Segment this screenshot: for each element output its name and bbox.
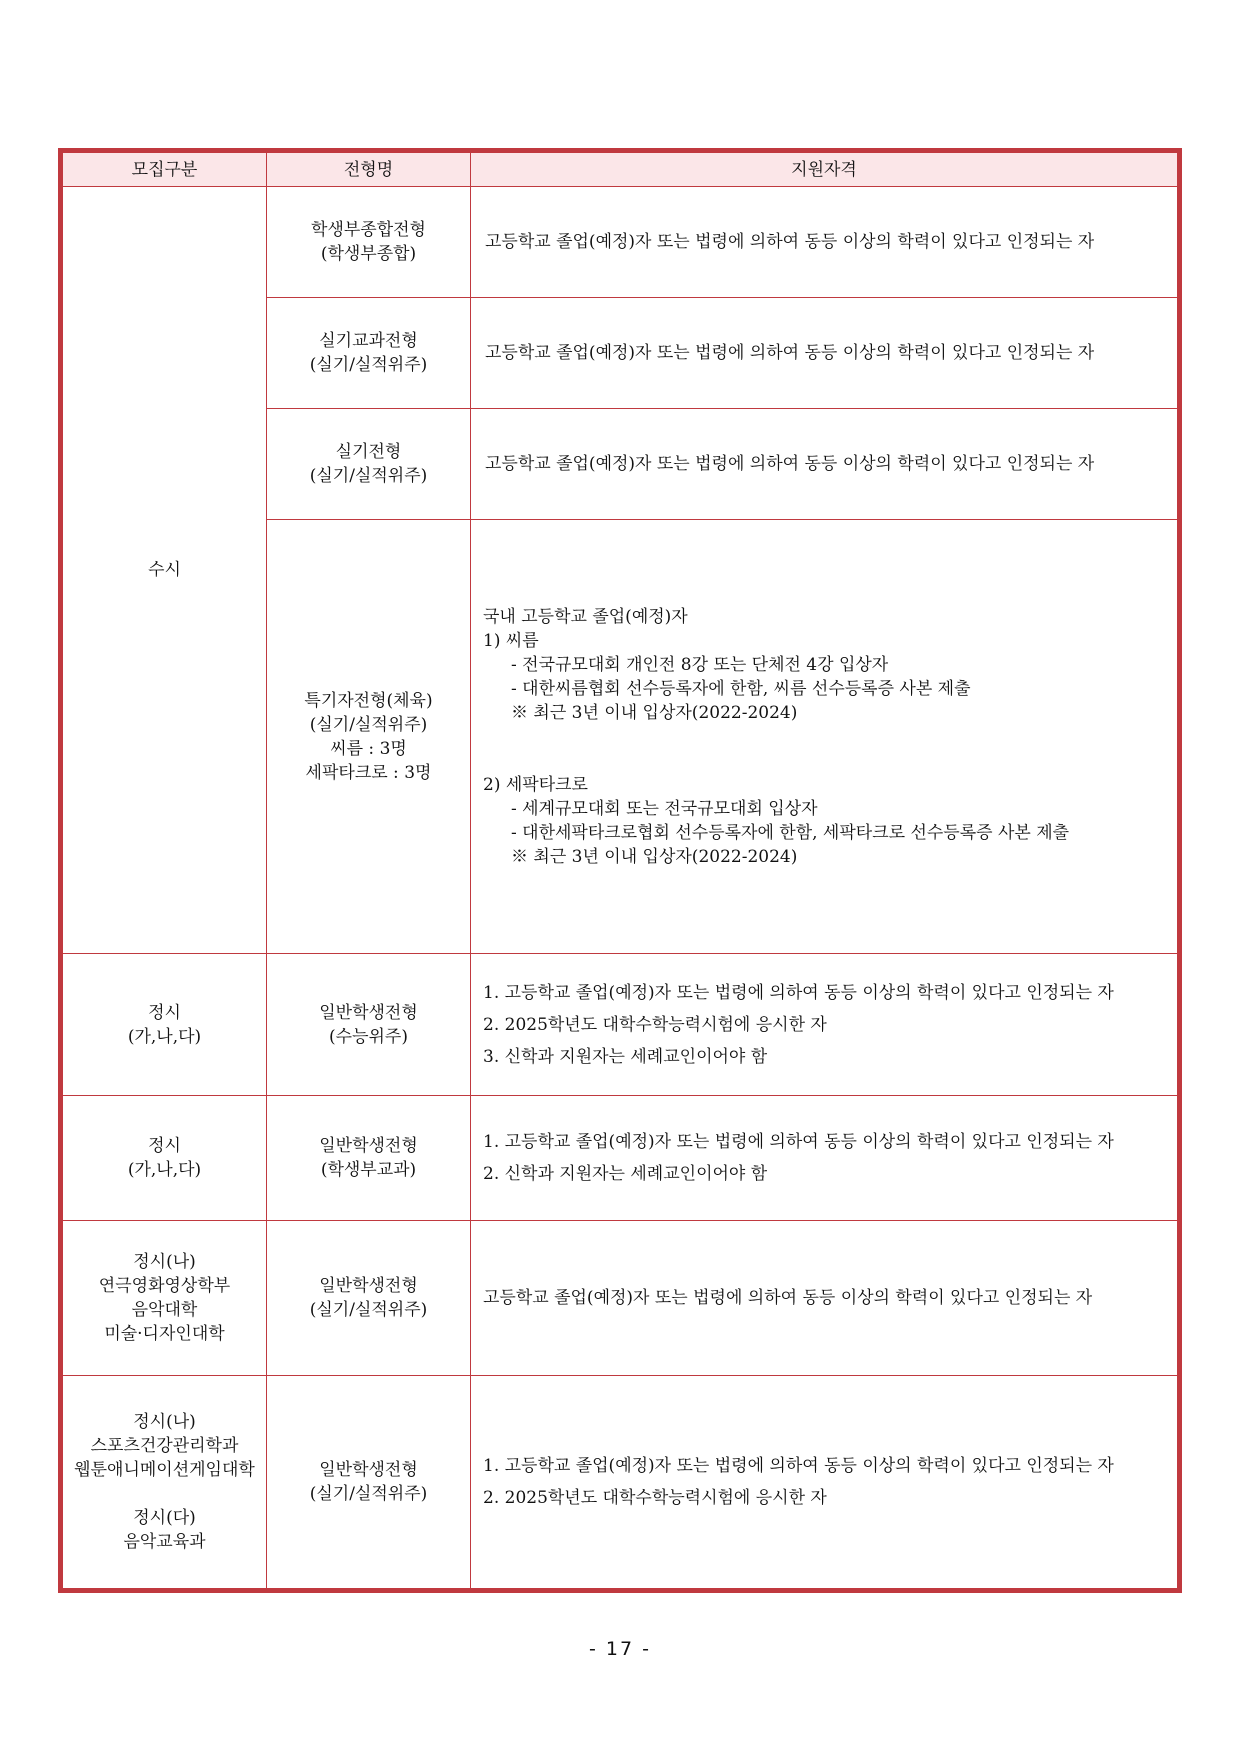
track-type: (실기/실적위주) xyxy=(309,714,428,735)
category-cell-susi: 수시 xyxy=(63,187,267,954)
track-type: (학생부종합) xyxy=(320,244,417,264)
track-cell xyxy=(267,1096,471,1221)
category-line: 음악교육과 xyxy=(123,1532,206,1552)
category-cell xyxy=(63,1221,267,1376)
qualification-cell xyxy=(471,1096,1178,1221)
category-line: 스포츠건강관리학과 xyxy=(90,1436,239,1456)
category-cell xyxy=(63,1376,267,1589)
spacer xyxy=(483,725,1177,749)
category-line: 정시 xyxy=(148,1002,181,1023)
track-cell xyxy=(267,187,471,298)
track-type: (학생부교과) xyxy=(320,1160,417,1180)
track-name: 일반학생전형 xyxy=(319,1002,418,1023)
quota-ssireum: 씨름 : 3명 xyxy=(330,738,407,759)
admission-table xyxy=(62,152,1178,1589)
qualification-item: 1. 고등학교 졸업(예정)자 또는 법령에 의하여 동등 이상의 학력이 있다고 인정되는 자 xyxy=(483,1456,1114,1476)
qualification-item: 1. 고등학교 졸업(예정)자 또는 법령에 의하여 동등 이상의 학력이 있다고 인정되는 자 xyxy=(483,982,1114,1003)
page-number: - 17 - xyxy=(589,1638,651,1660)
track-cell xyxy=(267,409,471,520)
track-cell xyxy=(267,1221,471,1376)
category-line: 웹툰애니메이션게임대학 xyxy=(74,1460,255,1480)
header-qualification: 지원자격 xyxy=(471,153,1178,187)
sepak-note: ※ 최근 3년 이내 입상자(2022-2024) xyxy=(511,846,798,867)
qualification-cell: 고등학교 졸업(예정)자 또는 법령에 의하여 동등 이상의 학력이 있다고 인정되는 자 xyxy=(471,409,1178,520)
quota-sepak: 세팍타크로 : 3명 xyxy=(305,762,432,783)
category-line: 정시(나) xyxy=(133,1252,196,1272)
qualification-cell xyxy=(471,1221,1178,1376)
track-name: 일반학생전형 xyxy=(319,1136,418,1156)
category-line: 음악대학 xyxy=(131,1300,198,1320)
spacer xyxy=(483,749,1177,773)
track-type: (실기/실적위주) xyxy=(309,466,428,486)
qualification-cell xyxy=(471,954,1178,1096)
athlete-intro: 국내 고등학교 졸업(예정)자 xyxy=(483,606,688,627)
qualification-cell: 고등학교 졸업(예정)자 또는 법령에 의하여 동등 이상의 학력이 있다고 인정되는 자 xyxy=(471,187,1178,298)
track-type: (실기/실적위주) xyxy=(309,1300,428,1320)
ssireum-note: ※ 최근 3년 이내 입상자(2022-2024) xyxy=(511,702,798,723)
header-category: 모집구분 xyxy=(63,153,267,187)
table-row xyxy=(63,1376,1178,1589)
admission-table-frame xyxy=(58,148,1182,1593)
qualification-cell xyxy=(471,520,1178,954)
category-line: 연극영화영상학부 xyxy=(98,1276,231,1296)
track-cell xyxy=(267,954,471,1096)
track-cell xyxy=(267,1376,471,1589)
ssireum-title: 1) 씨름 xyxy=(483,630,539,651)
ssireum-item: - 대한씨름협회 선수등록자에 한함, 씨름 선수등록증 사본 제출 xyxy=(511,678,971,699)
table-row xyxy=(63,1096,1178,1221)
qualification-item: 2. 2025학년도 대학수학능력시험에 응시한 자 xyxy=(483,1488,827,1508)
ssireum-item: - 전국규모대회 개인전 8강 또는 단체전 4강 입상자 xyxy=(511,654,889,675)
category-line: (가,나,다) xyxy=(127,1160,202,1180)
category-line: 정시(다) xyxy=(133,1508,196,1528)
qualification-cell xyxy=(471,1376,1178,1589)
qualification-item: 1. 고등학교 졸업(예정)자 또는 법령에 의하여 동등 이상의 학력이 있다고 인정되는 자 xyxy=(483,1132,1114,1152)
track-type: (실기/실적위주) xyxy=(309,1484,428,1504)
track-cell xyxy=(267,298,471,409)
track-name: 일반학생전형 xyxy=(319,1276,418,1296)
sepak-title: 2) 세팍타크로 xyxy=(483,774,588,795)
track-name: 실기전형 xyxy=(335,442,402,462)
qualification-cell: 고등학교 졸업(예정)자 또는 법령에 의하여 동등 이상의 학력이 있다고 인정되는 자 xyxy=(471,298,1178,409)
track-cell xyxy=(267,520,471,954)
track-type: (실기/실적위주) xyxy=(309,355,428,375)
category-line: 정시(나) xyxy=(133,1412,196,1432)
table-row xyxy=(63,187,1178,298)
category-line: 정시 xyxy=(148,1136,181,1156)
track-name: 특기자전형(체육) xyxy=(304,690,433,711)
track-name: 일반학생전형 xyxy=(319,1460,418,1480)
table-row xyxy=(63,954,1178,1096)
table-header-row xyxy=(63,153,1178,187)
qualification-item: 고등학교 졸업(예정)자 또는 법령에 의하여 동등 이상의 학력이 있다고 인정되는 자 xyxy=(483,1288,1093,1308)
category-cell xyxy=(63,954,267,1096)
track-type: (수능위주) xyxy=(329,1026,408,1047)
qualification-item: 2. 신학과 지원자는 세례교인이어야 함 xyxy=(483,1164,768,1184)
category-line: (가,나,다) xyxy=(127,1026,202,1047)
sepak-item: - 대한세팍타크로협회 선수등록자에 한함, 세팍타크로 선수등록증 사본 제출 xyxy=(511,822,1070,843)
qualification-item: 2. 2025학년도 대학수학능력시험에 응시한 자 xyxy=(483,1014,827,1035)
track-name: 실기교과전형 xyxy=(319,331,418,351)
track-name: 학생부종합전형 xyxy=(311,220,426,240)
header-track: 전형명 xyxy=(267,153,471,187)
category-line: 미술·디자인대학 xyxy=(104,1324,225,1344)
table-row xyxy=(63,1221,1178,1376)
sepak-item: - 세계규모대회 또는 전국규모대회 입상자 xyxy=(511,798,818,819)
qualification-item: 3. 신학과 지원자는 세례교인이어야 함 xyxy=(483,1046,768,1067)
spacer xyxy=(63,1482,266,1506)
category-cell xyxy=(63,1096,267,1221)
